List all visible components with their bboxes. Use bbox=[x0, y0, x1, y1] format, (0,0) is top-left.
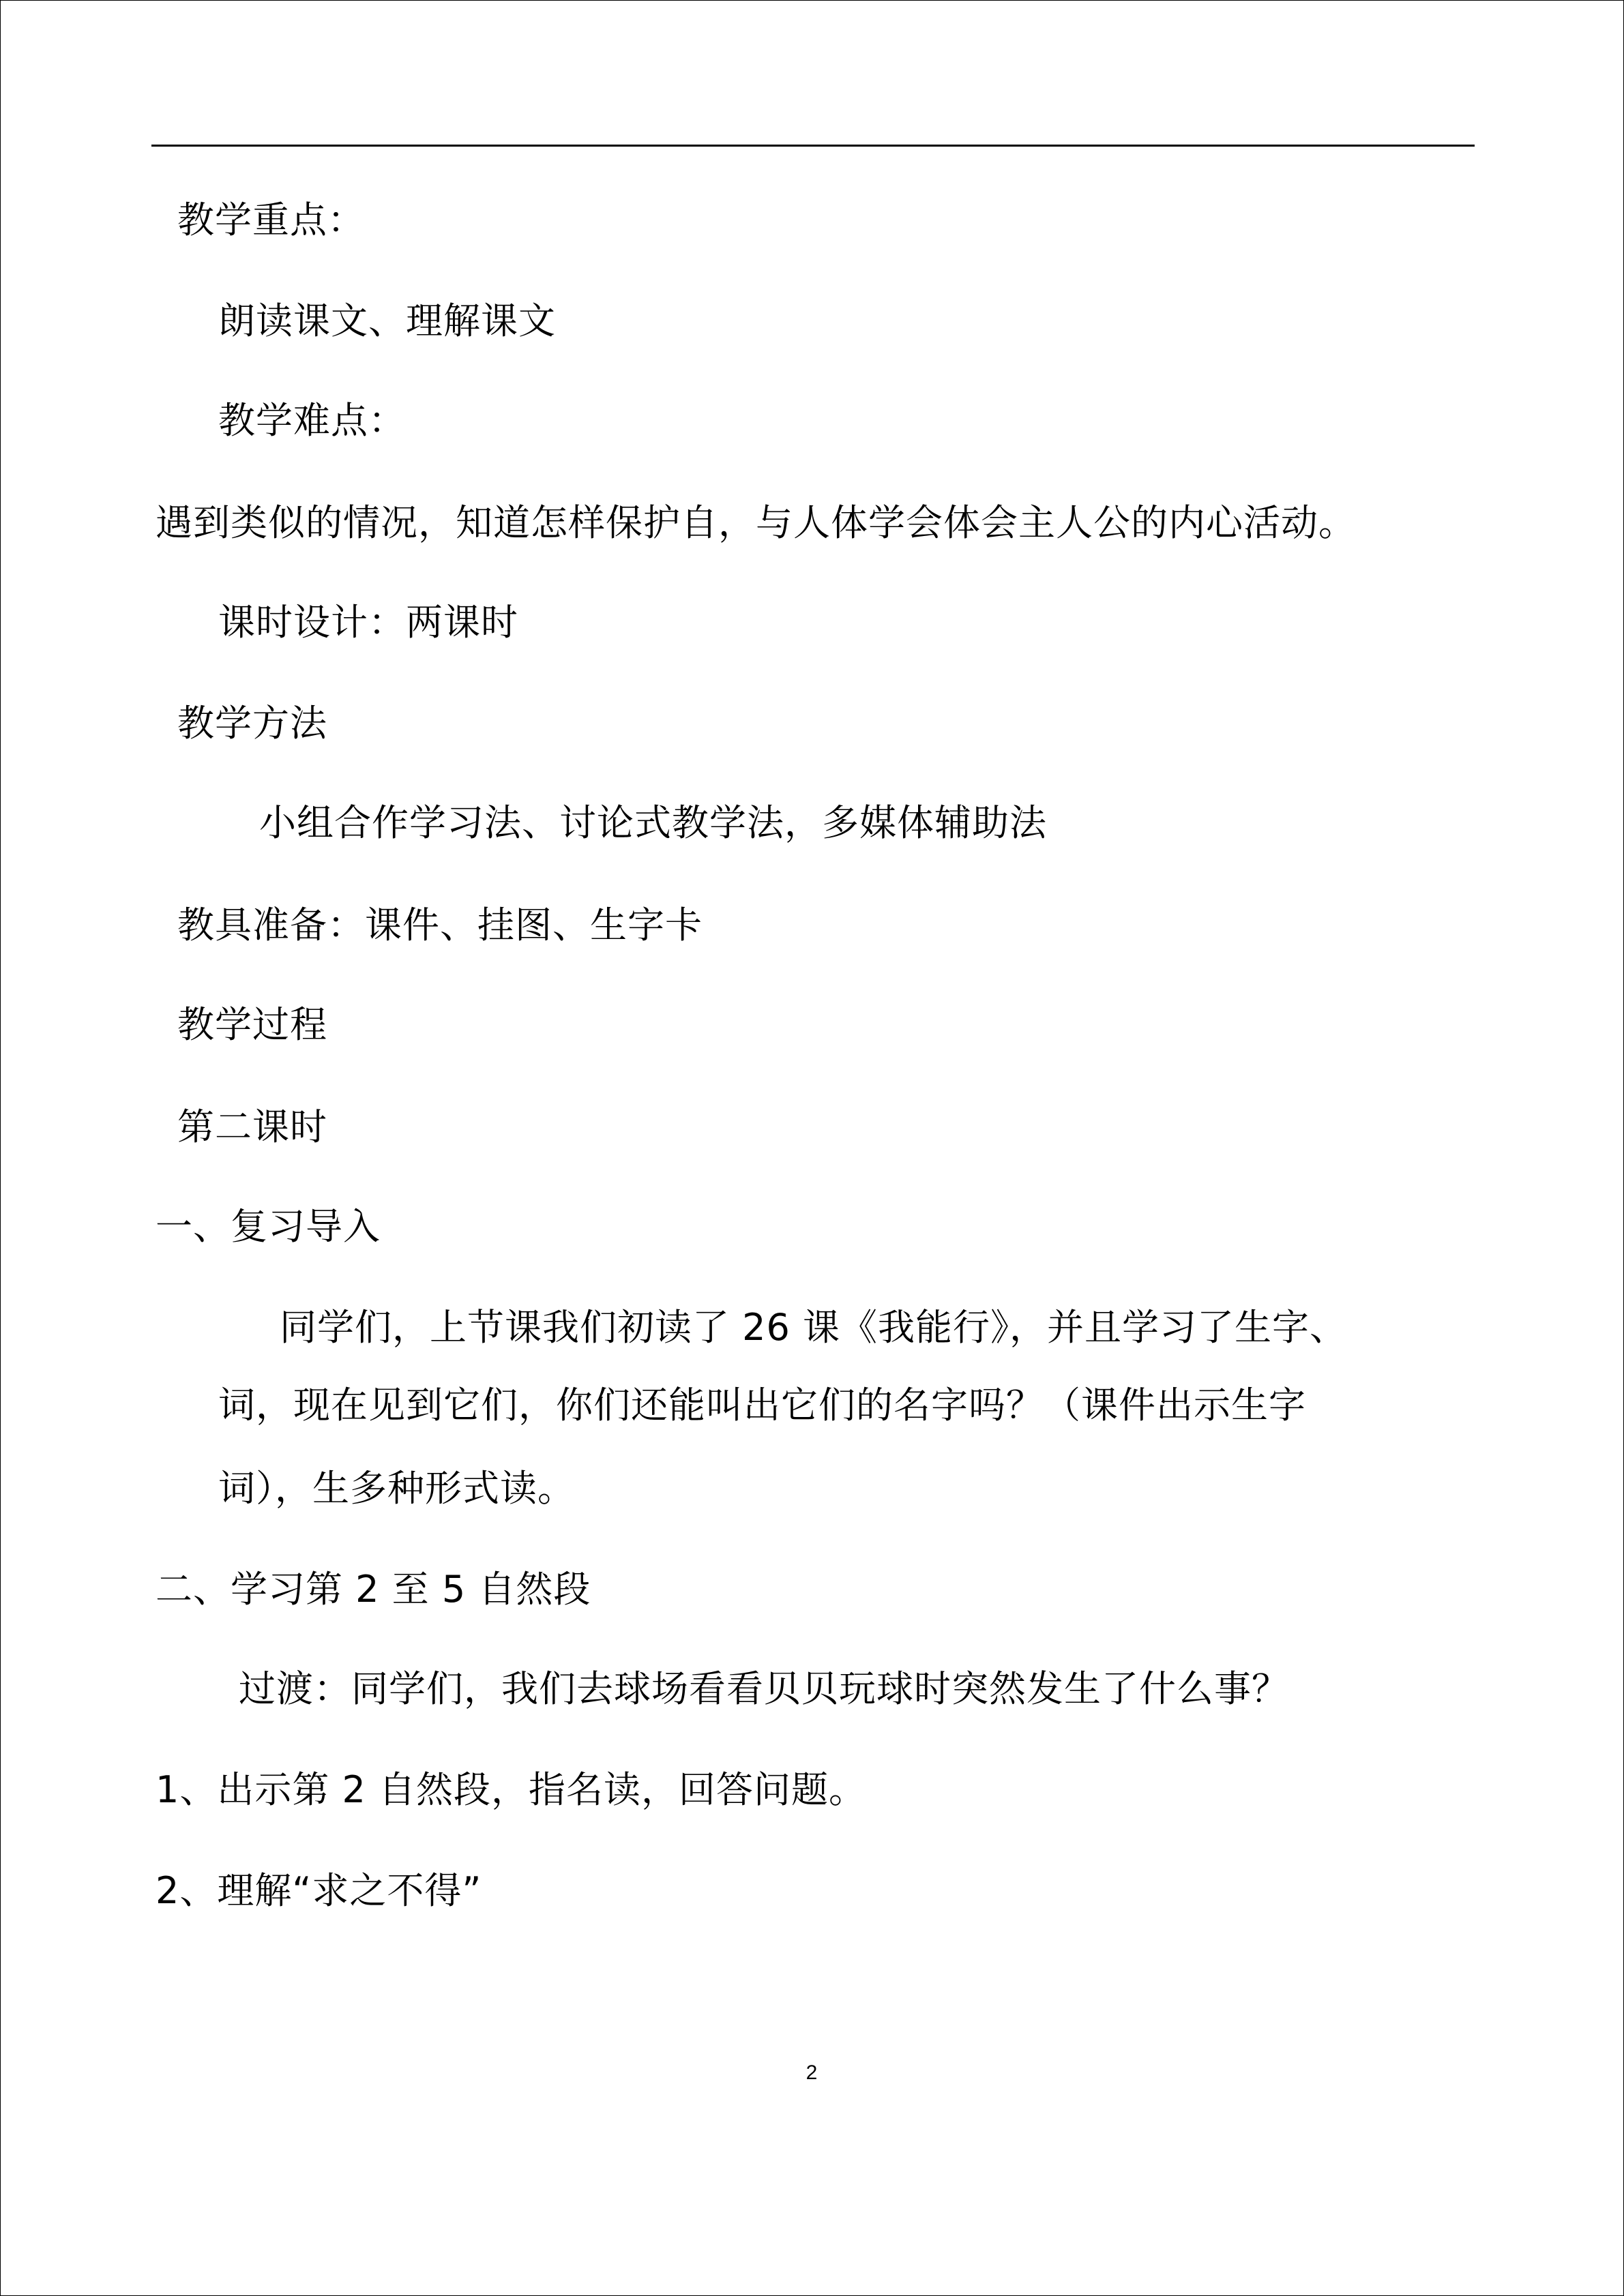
heading-teaching-method: 教学方法 bbox=[177, 702, 327, 745]
page-number: 2 bbox=[806, 2061, 818, 2084]
section-one-heading: 一、复习导入 bbox=[156, 1205, 381, 1248]
transition-text: 过渡：同学们，我们去球场看看贝贝玩球时突然发生了什么事？ bbox=[239, 1667, 1289, 1710]
heading-key-points: 教学重点： bbox=[177, 198, 365, 241]
difficulties-text: 遇到类似的情况，知道怎样保护自，与人体学会体会主人公的内心活动。 bbox=[156, 501, 1356, 544]
key-points-text: 朗读课文、理解课文 bbox=[218, 299, 556, 342]
section-one-paragraph-line-1: 同学们，上节课我们初读了 26 课《我能行》，并且学习了生字、 bbox=[280, 1306, 1348, 1349]
teaching-aids-text: 教具准备：课件、挂图、生字卡 bbox=[177, 904, 703, 946]
section-two-heading: 二、学习第 2 至 5 自然段 bbox=[156, 1568, 591, 1611]
teaching-method-text: 小组合作学习法、讨论式教学法，多媒体辅助法 bbox=[259, 801, 1047, 844]
heading-teaching-process: 教学过程 bbox=[177, 1003, 327, 1046]
heading-second-lesson: 第二课时 bbox=[177, 1105, 327, 1148]
section-one-paragraph-line-3: 词），生多种形式读。 bbox=[218, 1467, 575, 1510]
heading-difficulties: 教学难点： bbox=[218, 399, 406, 442]
class-hours-text: 课时设计：两课时 bbox=[218, 601, 518, 644]
step-two-text: 2、理解“求之不得” bbox=[156, 1869, 482, 1912]
header-rule bbox=[151, 145, 1475, 147]
section-one-paragraph-line-2: 词，现在见到它们，你们还能叫出它们的名字吗？（课件出示生字 bbox=[218, 1384, 1306, 1427]
step-one-text: 1、出示第 2 自然段，指名读，回答问题。 bbox=[156, 1768, 867, 1811]
